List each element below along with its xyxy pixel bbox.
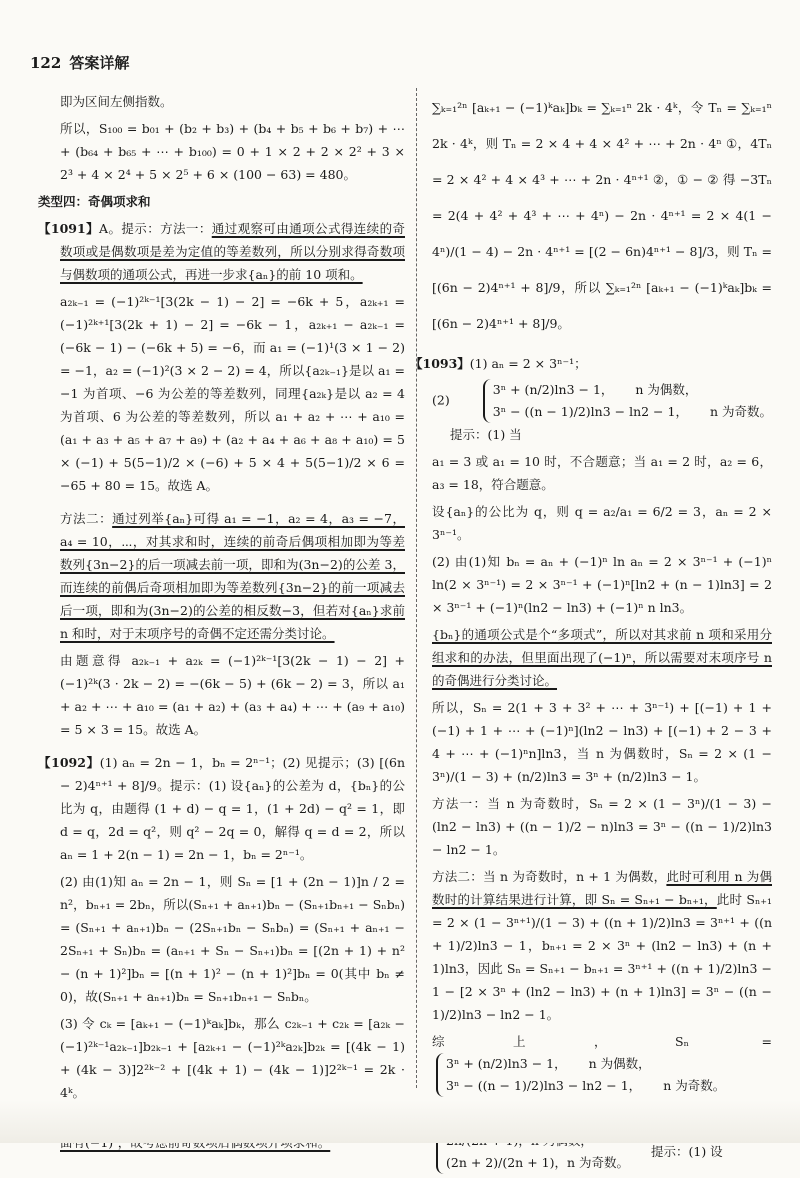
text-paragraph: (2) 由(1)知 aₙ = 2n − 1，则 Sₙ = [1 + (2n − 1)]n / 2 = n²，bₙ₊₁ = 2bₙ，所以(Sₙ₊₁ + aₙ₊₁)bₙ − (Sₙ₊₁bₙ₊₁ − Sₙbₙ) = (Sₙ₊₁ + aₙ₊₁)bₙ − (2Sₙ₊₁bₙ − Sₙbₙ) = (Sₙ₊₁ + aₙ₊₁ − 2Sₙ₊₁ + Sₙ)bₙ = (aₙ₊₁ + Sₙ − Sₙ₊₁)bₙ = [(2n + 1) + n² − (n + 1)²]bₙ = [(n + 1)² − (n + 1)²]bₙ = 0(其中 bₙ ≠ 0)，故(Sₙ₊₁ + aₙ₊₁)bₙ = Sₙ₊₁bₙ₊₁ − Sₙbₙ。: [60, 874, 405, 1004]
problem-1091: [38, 217, 405, 286]
case-expression: 3ⁿ + (n/2)ln3 − 1，: [446, 1056, 567, 1071]
problem-1092: [38, 751, 405, 866]
text-paragraph: 由题意得 a₂ₖ₋₁ + a₂ₖ = (−1)²ᵏ⁻¹[3(2k − 1) − 2] + (−1)²ᵏ(3 · 2k − 2) = −(6k − 5) + (6k − 2) = 3，所以 a₁ + a₂ + ⋯ + a₁₀ = (a₁ + a₂) + (a₃ + a₄) + ⋯ + (a₉ + a₁₀) = 5 × 3 = 15。故选 A。: [60, 653, 405, 737]
left-column: [38, 90, 405, 1158]
text-paragraph: 所以，S₁₀₀ = b₀₁ + (b₂ + b₃) + (b₄ + b₅ + b₆ + b₇) + ⋯ + (b₆₄ + b₆₅ + ⋯ + b₁₀₀) = 0 + 1 × 2 + 2 × 2² + 3 × 2³ + 4 × 2⁴ + 5 × 2⁵ + 6 × (100 − 63) = 480。: [60, 121, 405, 182]
case-condition: n 为奇数。: [663, 1078, 726, 1093]
problem-number: 【1092】: [38, 755, 100, 770]
text-run: 此时 Sₙ₊₁ = 2 × (1 − 3ⁿ⁺¹)/(1 − 3) + ((n + 1)/2)ln3 = 3ⁿ⁺¹ + ((n + 1)/2)ln3 − 1，bₙ₊₁ = 2 × 3ⁿ + (ln2 − ln3) + (n + 1)ln3，因此 Sₙ = Sₙ₊₁ − bₙ₊₁ = 3ⁿ⁺¹ + ((n + 1)/2)ln3 − 1 − [2 × 3ⁿ + (ln2 − ln3) + (n + 1)ln3] = 3ⁿ − ((n − 1)/2)ln3 − ln2 − 1。: [432, 892, 772, 1022]
underlined-note: 通过观察可由通项公式得连续的奇数项或是偶数项是差为定值的等差数列，所以分别求得奇数项与偶数项的通项公式，再进一步求{aₙ}的前 10 项和。: [60, 221, 405, 282]
text-paragraph: (3) 令 cₖ = [aₖ₊₁ − (−1)ᵏaₖ]bₖ，那么 c₂ₖ₋₁ + c₂ₖ = [a₂ₖ − (−1)²ᵏ⁻¹a₂ₖ₋₁]b₂ₖ₋₁ + [a₂ₖ₊₁ − (−1)²ᵏa₂ₖ]b₂ₖ = [(4k − 1) + (4k − 3)]2²ᵏ⁻² + [(4k + 1) − (4k − 1)]2²ᵏ⁻¹ = 2k · 4ᵏ。: [60, 1016, 405, 1100]
problem-number: 【1093】: [410, 356, 470, 371]
hint-label: 提示：(1) 当: [450, 427, 522, 442]
page-title: 答案详解: [69, 54, 130, 72]
case-condition: n 为偶数，: [635, 382, 698, 397]
case-condition: n 为奇数。: [709, 404, 772, 419]
piecewise-brace: [483, 379, 772, 423]
answer-hint: A。提示：方法一：: [99, 221, 212, 236]
case-condition: n 为偶数，: [588, 1056, 651, 1071]
page-header: [30, 52, 129, 73]
text-paragraph: 方法一：当 n 为奇数时，Sₙ = 2 × (1 − 3ⁿ)/(1 − 3) − (ln2 − ln3) + ((n − 1)/2 − n)ln3 = 3ⁿ − ((n − 1)/2)ln3 − ln2 − 1。: [432, 796, 772, 857]
piecewise-brace: [436, 1053, 725, 1097]
underlined-note: 通过列举{aₙ}可得 a₁ = −1，a₂ = 4，a₃ = −7，a₄ = 10，⋯，对其求和时，连续的前奇后偶项相加即为等差数列{3n−2}的后一项减去前一项，即和为(3n−2)的公差 3，而连续的前偶后奇项相加即为等差数列{3n−2}的前一项减去后一项，即和为(3n−2)的公差的相反数−3，但若对{aₙ}求前 n 和时，对于末项序号的奇偶不定还需分类讨论。: [60, 511, 405, 641]
underlined-note: {bₙ}的通项公式是个“多项式”，所以对其求前 n 项和采用分组求和的办法，但里面出现了(−1)ⁿ，所以需要对末项序号 n 的奇偶进行分类讨论。: [432, 627, 772, 688]
text-paragraph: 所以，Sₙ = 2(1 + 3 + 3² + ⋯ + 3ⁿ⁻¹) + [(−1) + 1 + (−1) + 1 + ⋯ + (−1)ⁿ](ln2 − ln3) + [(−1) + 2 − 3 + 4 + ⋯ + (−1)ⁿn]ln3，当 n 为偶数时，Sₙ = 2 × (1 − 3ⁿ)/(1 − 3) + (n/2)ln3 = 3ⁿ + (n/2)ln3 − 1。: [432, 700, 772, 784]
piecewise-summary: [432, 1030, 772, 1097]
piecewise-answer: [432, 379, 772, 446]
problem-1093: [410, 352, 772, 375]
text-paragraph: ∑ₖ₌₁²ⁿ [aₖ₊₁ − (−1)ᵏaₖ]bₖ = ∑ₖ₌₁ⁿ 2k · 4ᵏ，令 Tₙ = ∑ₖ₌₁ⁿ 2k · 4ᵏ，则 Tₙ = 2 × 4 + 4 × 4² + ⋯ + 2n · 4ⁿ ①，4Tₙ = 2 × 4² + 4 × 4³ + ⋯ + 2n · 4ⁿ⁺¹ ②，① − ② 得 −3Tₙ = 2(4 + 4² + 4³ + ⋯ + 4ⁿ) − 2n · 4ⁿ⁺¹ = 2 × 4(1 − 4ⁿ)/(1 − 4) − 2n · 4ⁿ⁺¹ = [(2 − 6n)4ⁿ⁺¹ − 8]/3，则 Tₙ = [(6n − 2)4ⁿ⁺¹ + 8]/9，所以 ∑ₖ₌₁²ⁿ [aₖ₊₁ − (−1)ᵏaₖ]bₖ = [(6n − 2)4ⁿ⁺¹ + 8]/9。: [432, 100, 772, 331]
text-paragraph: a₁ = 3 或 a₁ = 10 时，不合题意；当 a₁ = 2 时，a₂ = 6，a₃ = 18，符合题意。: [432, 454, 772, 492]
text-line: 即为区间左侧指数。: [60, 94, 173, 109]
case-expression: 3ⁿ − ((n − 1)/2)ln3 − ln2 − 1，: [492, 404, 688, 419]
summary-label: 综上，Sₙ =: [432, 1034, 772, 1049]
underlined-note: 此时可利用 n 为偶数时的计算结果进行计算，即 Sₙ = Sₙ₊₁ − bₙ₊₁，: [432, 869, 772, 907]
method-label: 方法二：: [60, 511, 113, 526]
answer-text: (1) aₙ = 2n − 1，bₙ = 2ⁿ⁻¹；(2) 见提示；(3) [(6n − 2)4ⁿ⁺¹ + 8]/9。提示：(1) 设{aₙ}的公差为 d，{bₙ}的公比为 q，由题得 (1 + d) − q = 1，(1 + 2d) − q² = 1，即 d = q，2d = q²，则 q² − 2q = 0，解得 q = d = 2，所以 aₙ = 1 + 2(n − 1) = 2n − 1，bₙ = 2ⁿ⁻¹。: [60, 755, 405, 862]
text-paragraph: (2) 由(1)知 bₙ = aₙ + (−1)ⁿ ln aₙ = 2 × 3ⁿ⁻¹ + (−1)ⁿ ln(2 × 3ⁿ⁻¹) = 2 × 3ⁿ⁻¹ + (−1)ⁿ[ln2 + (n − 1)ln3] = 2 × 3ⁿ⁻¹ + (−1)ⁿ(ln2 − ln3) + (−1)ⁿ n ln3。: [432, 554, 772, 615]
page-number: 122: [30, 54, 62, 72]
case-line: (2n + 2)/(2n + 1)，n 为奇数。: [446, 1155, 629, 1170]
part-label: (2): [432, 392, 450, 408]
case-expression: 3ⁿ − ((n − 1)/2)ln3 − ln2 − 1，: [446, 1078, 642, 1093]
problem-number: 【1091】: [38, 221, 100, 236]
method-label: 方法二：当 n 为奇数时，n + 1 为偶数，: [432, 869, 667, 884]
text-paragraph: [432, 865, 772, 1026]
section-heading: 类型四：奇偶项求和: [38, 194, 151, 209]
case-expression: 3ⁿ + (n/2)ln3 − 1，: [492, 382, 614, 397]
answer-text: (1) aₙ = 2 × 3ⁿ⁻¹；: [469, 356, 587, 371]
page-footer-shade: [0, 1100, 800, 1143]
text-paragraph: a₂ₖ₋₁ = (−1)²ᵏ⁻¹[3(2k − 1) − 2] = −6k + 5，a₂ₖ₊₁ = (−1)²ᵏ⁺¹[3(2k + 1) − 2] = −6k − 1，a₂ₖ₊₁ − a₂ₖ₋₁ = (−6k − 1) − (−6k + 5) = −6，而 a₁ = (−1)¹(3 × 1 − 2) = −1，a₂ = (−1)²(3 × 2 − 2) = 4，所以{a₂ₖ₋₁}是以 a₁ = −1 为首项、−6 为公差的等差数列，同理{a₂ₖ}是以 a₂ = 4 为首项、6 为公差的等差数列，所以 a₁ + a₂ + ⋯ + a₁₀ = (a₁ + a₃ + a₅ + a₇ + a₉) + (a₂ + a₄ + a₆ + a₈ + a₁₀) = 5 × (−1) + 5(5−1)/2 × (−6) + 5 × 4 + 5(5−1)/2 × 6 = −65 + 80 = 15。故选 A。: [60, 294, 405, 493]
hint-label: 提示：(1) 设: [650, 1143, 723, 1159]
method-two: [60, 507, 405, 645]
column-divider: [416, 88, 417, 1088]
right-column: [410, 90, 772, 1178]
text-paragraph: 设{aₙ}的公比为 q，则 q = a₂/a₁ = 6/2 = 3，aₙ = 2 × 3ⁿ⁻¹。: [432, 504, 772, 542]
